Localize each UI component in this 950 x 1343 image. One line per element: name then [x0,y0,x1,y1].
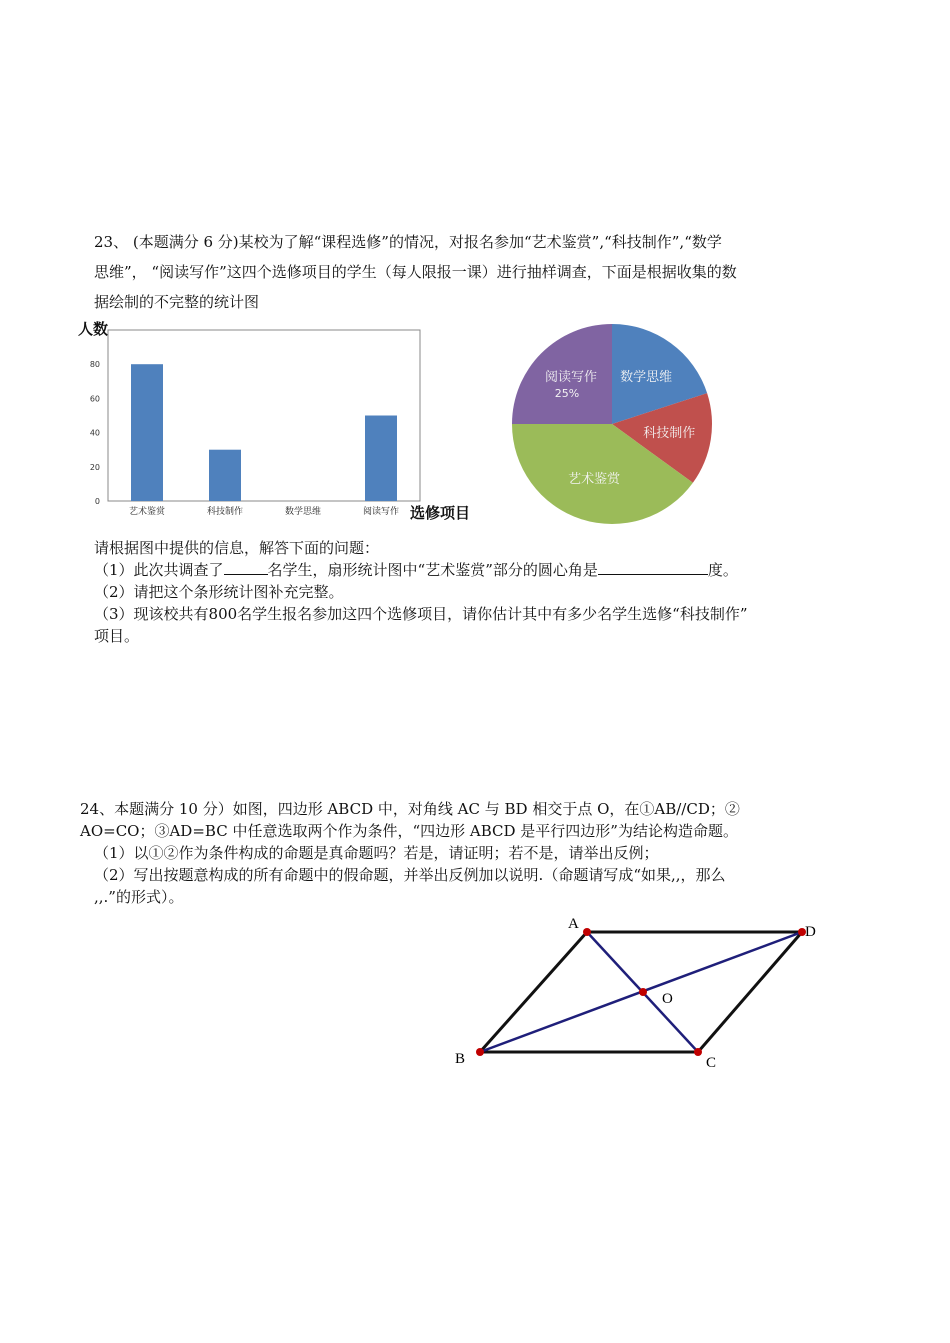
x-tick-label: 数学思维 [284,507,322,517]
q23-line1: 23、 (本题满分 6 分)某校为了解“课程选修”的情况，对报名参加“艺术鉴赏”,“科技制作”,“数学 [94,233,722,251]
bar-chart [75,318,495,528]
y-tick-label: 20 [89,462,100,472]
bar-chart-ylabel: 人数 [78,320,109,338]
q23-line3: 据绘制的不完整的统计图 [94,293,260,311]
q23-part2: （2）请把这个条形统计图补充完整。 [94,583,344,601]
bar-1 [209,450,241,501]
label-d: D [805,924,816,940]
label-b: B [455,1051,466,1067]
q23-part3-line2: 项目。 [94,627,140,645]
pie-label: 科技制作 [643,426,696,442]
q24-line5: ,,.”的形式）。 [94,888,184,906]
q23-intro: 请根据图中提供的信息，解答下面的问题： [94,539,380,557]
q23-part1-b: 名学生，扇形统计图中“艺术鉴赏”部分的圆心角是 [267,561,598,579]
answer-blank-angle[interactable] [598,560,708,575]
parallelogram-figure [450,910,850,1070]
q24-line2: AO=CO；③AD=BC 中任意选取两个作为条件，“四边形 ABCD 是平行四边形”为结论构造命题。 [80,822,738,840]
y-tick-label: 80 [89,360,100,370]
bar-3 [365,416,397,502]
q23-part3-line1: （3）现该校共有800名学生报名参加这四个选修项目，请你估计其中有多少名学生选修“科技制作” [94,605,748,623]
label-c: C [706,1055,717,1071]
y-tick-label: 40 [89,428,100,438]
x-tick-label: 艺术鉴赏 [128,507,166,517]
bar-chart-xlabel: 选修项目 [410,504,471,522]
pie-label: 艺术鉴赏 [568,472,621,488]
side-dc [698,932,802,1052]
point-c [694,1048,702,1056]
q23-part1-a: （1）此次共调查了 [94,561,224,579]
y-tick-label: 60 [89,394,100,404]
q23-line2: 思维”， “阅读写作”这四个选修项目的学生（每人限报一课）进行抽样调查，下面是根据收集的数 [94,263,737,281]
x-tick-label: 科技制作 [206,507,244,517]
pie-label: 阅读写作 [544,369,597,385]
pie-chart [505,322,725,532]
point-b [476,1048,484,1056]
point-a [583,928,591,936]
pie-pct-label: 25% [554,386,580,400]
q24-line4: （2）写出按题意构成的所有命题中的假命题，并举出反例加以说明.（命题请写成“如果,,，那么 [94,866,726,884]
label-a: A [568,916,579,932]
bar-0 [131,364,163,501]
pie-label: 数学思维 [620,370,673,386]
q24-line1: 24、本题满分 10 分）如图，四边形 ABCD 中，对角线 AC 与 BD 相交于点 O，在①AB//CD；② [80,800,740,818]
x-tick-label: 阅读写作 [362,507,400,517]
q23-part1 [94,559,738,580]
answer-blank-count[interactable] [224,560,268,575]
point-o [639,988,647,996]
q23-part1-c: 度。 [707,561,738,579]
side-ab [480,932,587,1052]
q24-line3: （1）以①②作为条件构成的命题是真命题吗？若是，请证明；若不是，请举出反例； [94,844,659,862]
label-o: O [662,991,673,1007]
y-tick-label: 0 [94,497,100,506]
